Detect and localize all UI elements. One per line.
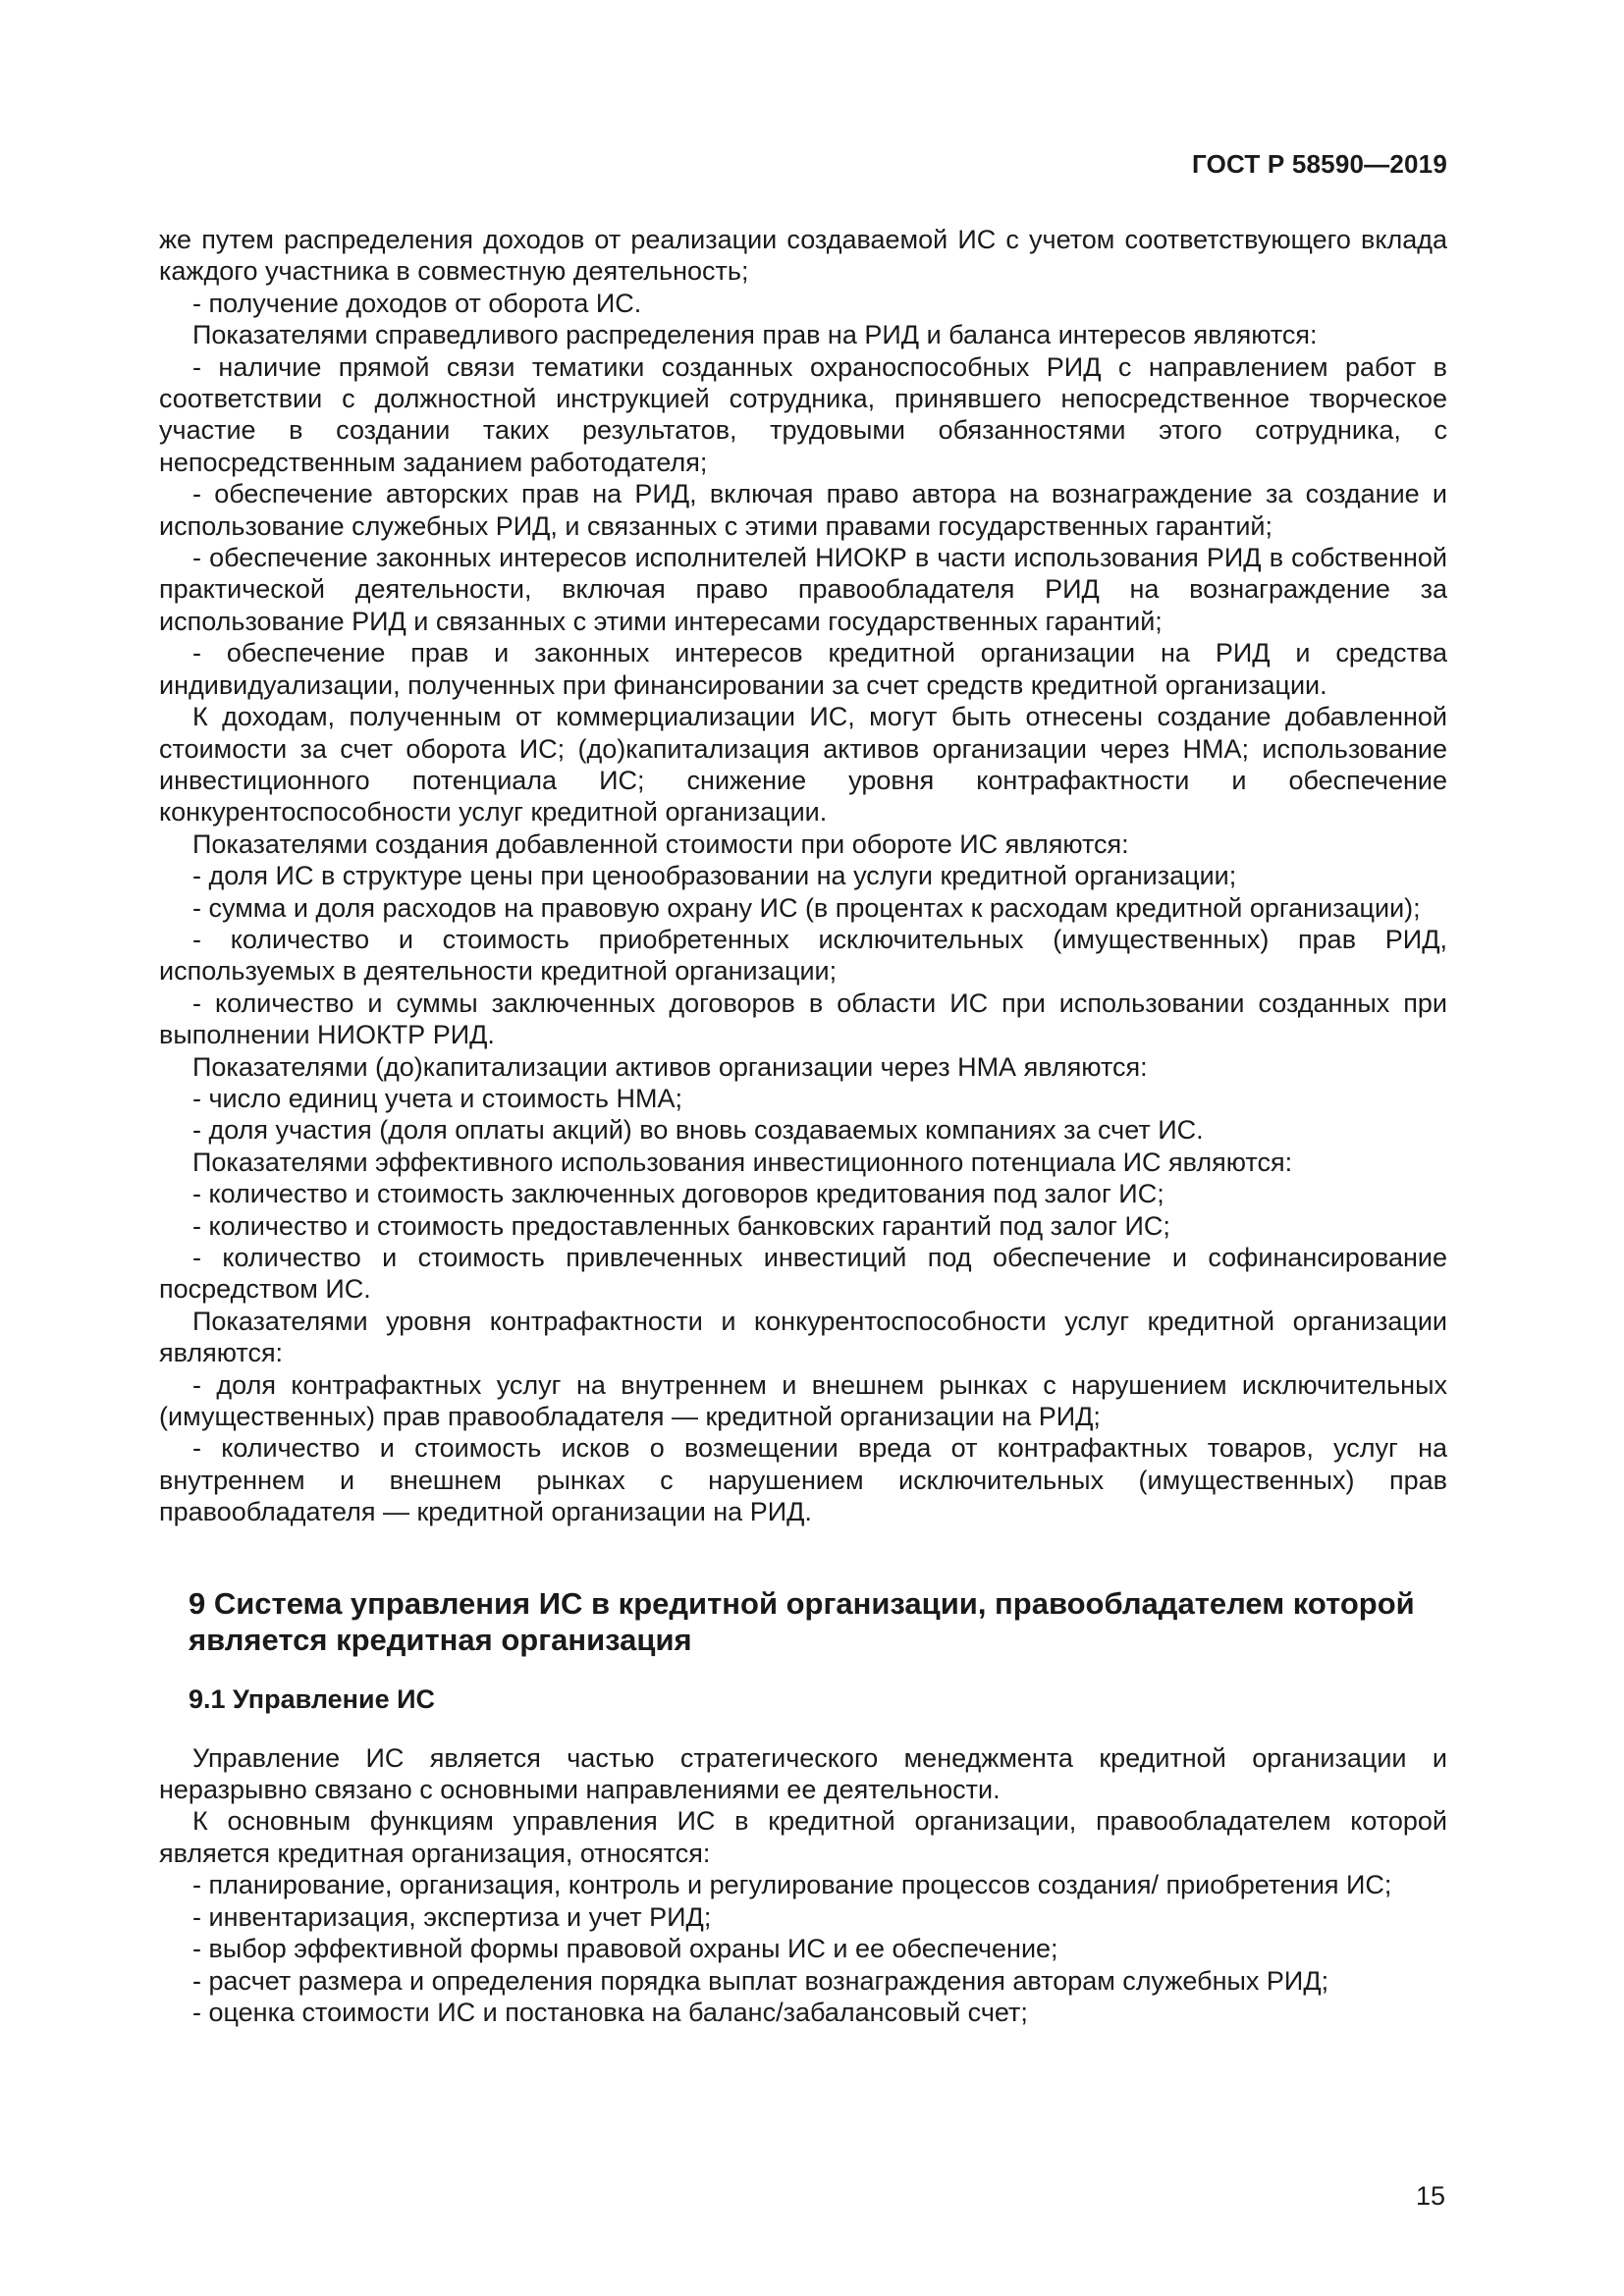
- body-paragraph: - оценка стоимости ИС и постановка на баланс/забалансовый счет;: [192, 1997, 1028, 2027]
- body-paragraph: - планирование, организация, контроль и регулирование процессов создания/ приобретения ИС;: [192, 1870, 1392, 1900]
- body-paragraph: - доля контрафактных услуг на внутреннем и внешнем рынках с нарушением исключительных (имущественных) прав правообладателя — кредитной организации на РИД;: [159, 1369, 1447, 1432]
- body-paragraph: же путем распределения доходов от реализации создаваемой ИС с учетом соответствующего вклада каждого участника в совместную деятельность;: [159, 225, 1447, 287]
- subsection-heading: 9.1 Управление ИС: [189, 1683, 436, 1714]
- body-paragraph: Управление ИС является частью стратегического менеджмента кредитной организации и неразрывно связано с основными направлениями ее деятельности.: [159, 1742, 1447, 1805]
- paragraph-group-management: [159, 1742, 1447, 2029]
- document-body: [159, 224, 1447, 2028]
- body-paragraph: - число единиц учета и стоимость НМА;: [192, 1083, 682, 1113]
- body-paragraph: - количество и суммы заключенных договоров в области ИС при использовании созданных при выполнении НИОКТР РИД.: [159, 988, 1447, 1050]
- paragraph-group-indicators: [159, 224, 1447, 1528]
- body-paragraph: - количество и стоимость привлеченных инвестиций под обеспечение и софинансирование посредством ИС.: [159, 1243, 1447, 1305]
- body-paragraph: Показателями уровня контрафактности и конкурентоспособности услуг кредитной организации являются:: [159, 1306, 1447, 1368]
- body-paragraph: - количество и стоимость заключенных договоров кредитования под залог ИС;: [192, 1179, 1164, 1209]
- body-paragraph: - количество и стоимость приобретенных исключительных (имущественных) прав РИД, используемых в деятельности кредитной организации;: [159, 924, 1447, 987]
- body-paragraph: К основным функциям управления ИС в кредитной организации, правообладателем которой является кредитная организация, относятся:: [159, 1806, 1447, 1868]
- body-paragraph: - сумма и доля расходов на правовую охрану ИС (в процентах к расходам кредитной организации);: [192, 892, 1421, 923]
- body-paragraph: Показателями эффективного использования инвестиционного потенциала ИС являются:: [192, 1147, 1293, 1177]
- body-paragraph: - получение доходов от оборота ИС.: [192, 288, 642, 318]
- body-paragraph: - наличие прямой связи тематики созданных охраноспособных РИД с направлением работ в соответствии с должностной инструкцией сотрудника, принявшего непосредственное творческое участие в создании таких результатов, трудовыми обязанностями этого сотрудника, с непосредственным заданием работодателя;: [159, 351, 1447, 477]
- body-paragraph: Показателями справедливого распределения прав на РИД и баланса интересов являются:: [192, 320, 1318, 350]
- body-paragraph: Показателями (до)капитализации активов организации через НМА являются:: [192, 1051, 1148, 1082]
- body-paragraph: - обеспечение авторских прав на РИД, включая право автора на вознаграждение за создание и использование служебных РИД, и связанных с этими правами государственных гарантий;: [159, 479, 1447, 541]
- document-code-header: ГОСТ Р 58590—2019: [1192, 149, 1447, 179]
- body-paragraph: Показателями создания добавленной стоимости при обороте ИС являются:: [192, 828, 1129, 859]
- body-paragraph: - расчет размера и определения порядка выплат вознаграждения авторам служебных РИД;: [192, 1965, 1329, 1996]
- body-paragraph: - обеспечение законных интересов исполнителей НИОКР в части использования РИД в собственной практической деятельности, включая право правообладателя РИД на вознаграждение за использование РИД и связанных с этими интересами государственных гарантий;: [159, 543, 1447, 636]
- body-paragraph: - количество и стоимость исков о возмещении вреда от контрафактных товаров, услуг на внутреннем и внешнем рынках с нарушением исключительных (имущественных) прав правообладателя — кредитной организации на РИД.: [159, 1433, 1447, 1527]
- body-paragraph: - выбор эффективной формы правовой охраны ИС и ее обеспечение;: [192, 1934, 1058, 1964]
- section-heading: 9 Система управления ИС в кредитной организации, правообладателем которой является кредитная организация: [189, 1585, 1415, 1657]
- body-paragraph: К доходам, полученным от коммерциализации ИС, могут быть отнесены создание добавленной стоимости за счет оборота ИС; (до)капитализация активов организации через НМА; использование инвестиционного потенциала ИС; снижение уровня контрафактности и обеспечение конкурентоспособности услуг кредитной организации.: [159, 702, 1447, 828]
- body-paragraph: - доля ИС в структуре цены при ценообразовании на услуги кредитной организации;: [192, 861, 1237, 891]
- page-number: 15: [1415, 2181, 1445, 2211]
- body-paragraph: - количество и стоимость предоставленных банковских гарантий под залог ИС;: [192, 1210, 1170, 1241]
- body-paragraph: - доля участия (доля оплаты акций) во вновь создаваемых компаниях за счет ИС.: [192, 1115, 1204, 1146]
- body-paragraph: - инвентаризация, экспертиза и учет РИД;: [192, 1901, 712, 1932]
- body-paragraph: - обеспечение прав и законных интересов кредитной организации на РИД и средства индивидуализации, полученных при финансировании за счет средств кредитной организации.: [159, 638, 1447, 700]
